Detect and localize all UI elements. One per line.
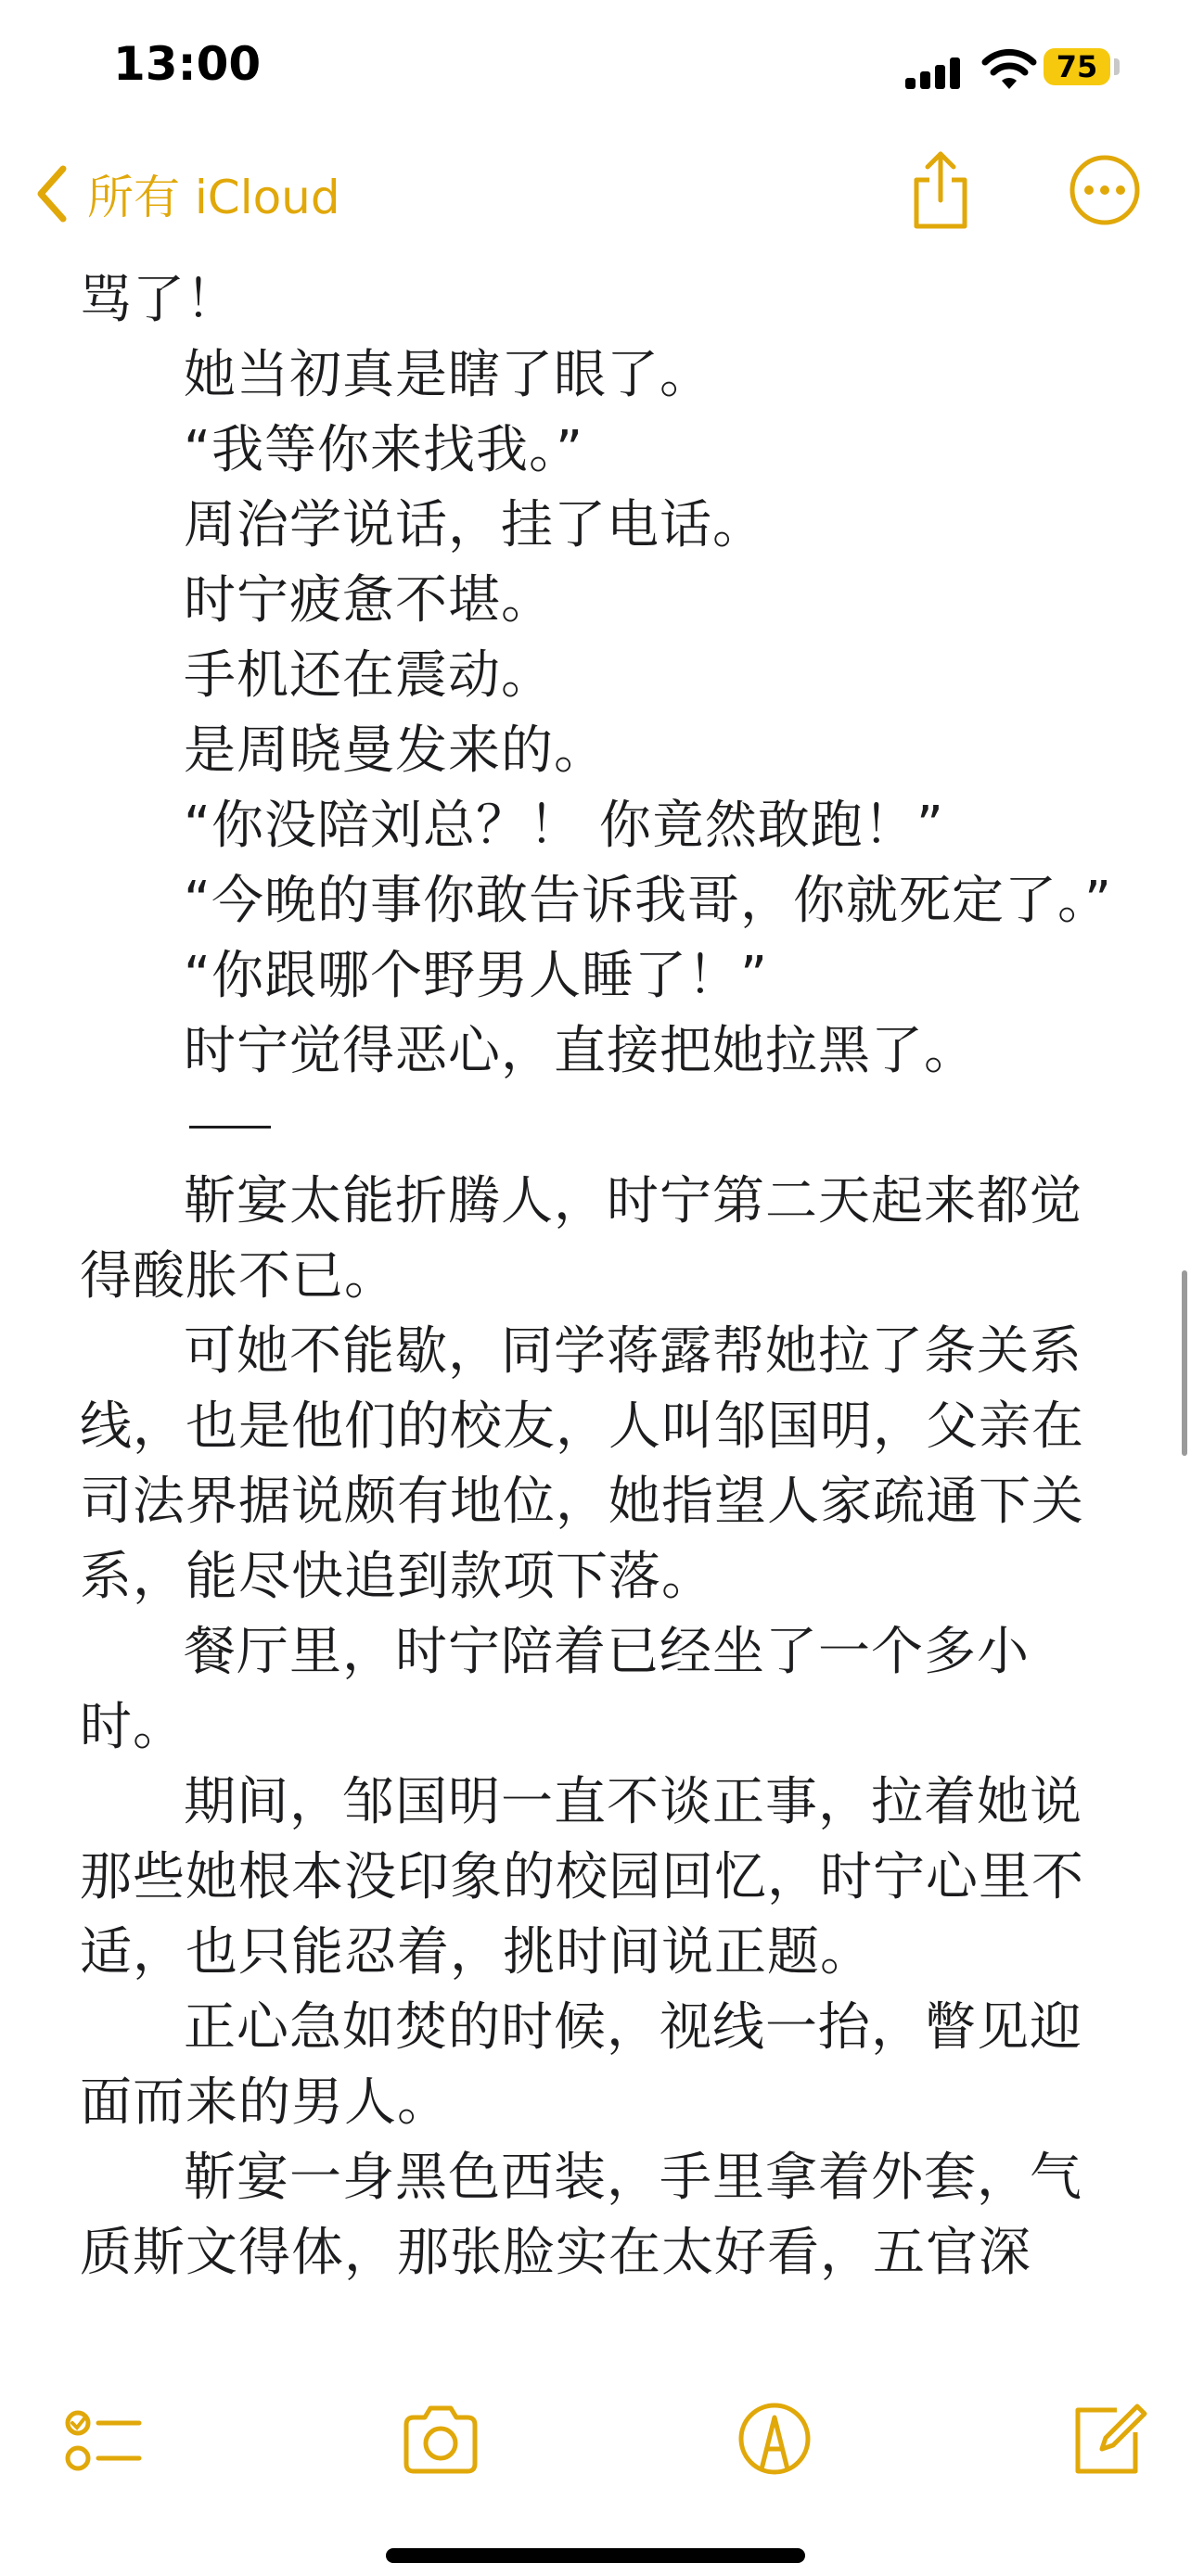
scroll-indicator[interactable] xyxy=(1182,1270,1187,1456)
note-paragraph: 正心急如焚的时候，视线一抬，瞥见迎面而来的男人。 xyxy=(80,1997,1082,2133)
note-paragraph: “你没陪刘总？！ 你竟然敢跑！” xyxy=(184,796,944,856)
wifi-icon xyxy=(981,46,1037,91)
markup-icon[interactable] xyxy=(733,2397,816,2480)
note-paragraph: 时宁觉得恶心，直接把她拉黑了。 xyxy=(184,1021,977,1081)
back-button[interactable] xyxy=(33,161,340,226)
camera-icon[interactable] xyxy=(399,2397,482,2480)
chevron-left-icon xyxy=(33,163,70,224)
share-icon[interactable] xyxy=(907,148,974,232)
status-time: 13:00 xyxy=(113,37,262,91)
checklist-icon[interactable] xyxy=(59,2397,143,2480)
note-paragraph: 期间，邹国明一直不谈正事，拉着她说那些她根本没印象的校园回忆，时宁心里不适，也只能忍着，挑时间说正题。 xyxy=(80,1772,1084,1983)
note-paragraph: 可她不能歇，同学蒋露帮她拉了条关系线，也是他们的校友，人叫邹国明，父亲在司法界据说颇有地位，她指望人家疏通下关系，能尽快追到款项下落。 xyxy=(80,1321,1084,1607)
home-indicator[interactable] xyxy=(386,2548,805,2563)
note-line: 骂了！ xyxy=(80,270,238,330)
battery-icon: 75 xyxy=(1044,48,1110,85)
note-paragraph: “你跟哪个野男人睡了！” xyxy=(184,946,769,1006)
bottom-toolbar xyxy=(0,2360,1191,2499)
note-paragraph: 手机还在震动。 xyxy=(184,645,554,706)
note-paragraph: “今晚的事你敢告诉我哥，你就死定了。” xyxy=(184,871,1113,931)
note-paragraph: 她当初真是瞎了眼了。 xyxy=(184,345,712,405)
note-paragraph: 餐厅里，时宁陪着已经坐了一个多小时。 xyxy=(80,1622,1030,1757)
battery-tip xyxy=(1114,58,1120,75)
note-paragraph: 靳宴太能折腾人，时宁第二天起来都觉得酸胀不已。 xyxy=(80,1171,1082,1307)
compose-icon[interactable] xyxy=(1065,2397,1148,2480)
note-paragraph: 是周晓曼发来的。 xyxy=(184,721,607,781)
nav-bar xyxy=(0,139,1191,250)
note-paragraph: 靳宴一身黑色西装，手里拿着外套，气质斯文得体，那张脸实在太好看，五官深 xyxy=(80,2148,1082,2283)
note-body[interactable] xyxy=(80,262,1128,2340)
note-paragraph: “我等你来找我。” xyxy=(184,420,584,480)
more-icon[interactable] xyxy=(1069,154,1141,226)
note-paragraph: 周治学说话，挂了电话。 xyxy=(184,495,765,555)
signal-icon xyxy=(905,57,961,89)
divider-dash xyxy=(189,1126,271,1129)
note-paragraph: 时宁疲惫不堪。 xyxy=(184,570,554,631)
status-bar xyxy=(0,0,1191,130)
back-label: 所有 iCloud xyxy=(87,171,340,224)
